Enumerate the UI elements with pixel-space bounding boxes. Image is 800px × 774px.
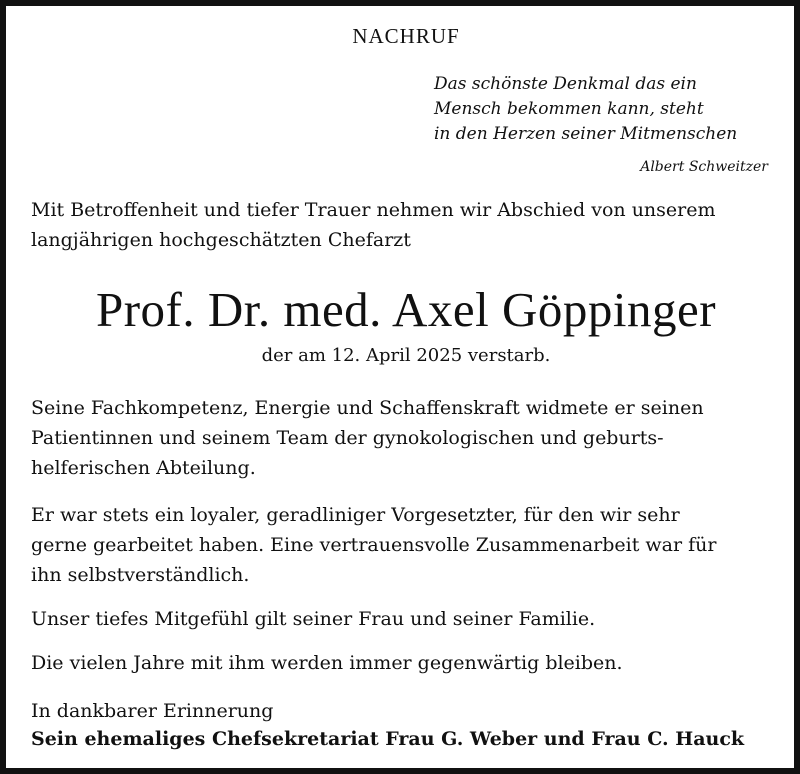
paragraph-line: Seine Fachkompetenz, Energie und Schaffenskraft widmete er seinen [31, 397, 704, 419]
remembrance-paragraph [31, 648, 781, 678]
quote-line: Das schönste Denkmal das ein [434, 74, 697, 94]
intro-line: langjährigen hochgeschätzten Chefarzt [31, 229, 411, 251]
quote-block [434, 72, 784, 147]
intro-line: Mit Betroffenheit und tiefer Trauer nehmen wir Abschied von unserem [31, 199, 716, 221]
condolence-paragraph [31, 604, 781, 634]
signature: Sein ehemaliges Chefsekretariat Frau G. Weber und Frau C. Hauck [31, 728, 745, 750]
intro-paragraph [31, 195, 781, 255]
quote-line: Mensch bekommen kann, steht [434, 99, 704, 119]
paragraph-line: ihn selbstverständlich. [31, 564, 250, 586]
paragraph-line: Er war stets ein loyaler, geradliniger Vorgesetzter, für den wir sehr [31, 504, 680, 526]
paragraph-line: Die vielen Jahre mit ihm werden immer gegenwärtig bleiben. [31, 652, 623, 674]
tribute-paragraph-1 [31, 393, 781, 483]
quote-author: Albert Schweitzer [640, 159, 768, 175]
page-title: NACHRUF [352, 24, 460, 48]
deceased-name: Prof. Dr. med. Axel Göppinger [95, 282, 717, 337]
paragraph-line: Patientinnen und seinem Team der gynokologischen und geburts- [31, 427, 664, 449]
paragraph-line: gerne gearbeitet haben. Eine vertrauensvolle Zusammenarbeit war für [31, 534, 717, 556]
tribute-paragraph-2 [31, 500, 781, 590]
closing-line: In dankbarer Erinnerung [31, 700, 274, 722]
paragraph-line: helferischen Abteilung. [31, 457, 256, 479]
quote-line: in den Herzen seiner Mitmenschen [434, 124, 738, 144]
death-notice: der am 12. April 2025 verstarb. [261, 345, 551, 366]
paragraph-line: Unser tiefes Mitgefühl gilt seiner Frau und seiner Familie. [31, 608, 596, 630]
